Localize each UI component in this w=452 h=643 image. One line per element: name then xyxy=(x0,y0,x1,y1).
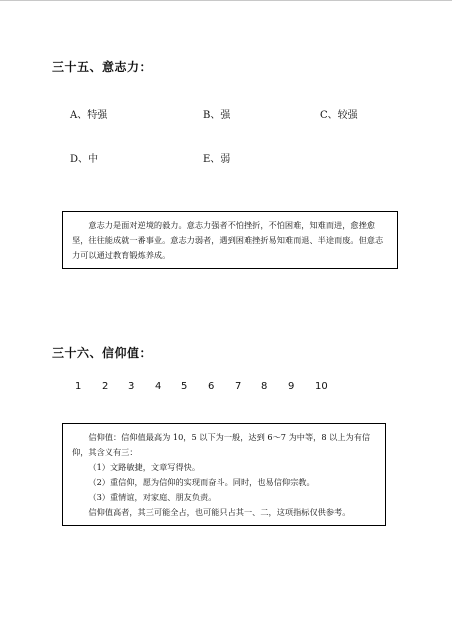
scale-value-9[interactable]: 9 xyxy=(288,381,295,392)
scale-value-5[interactable]: 5 xyxy=(181,381,188,392)
option-d[interactable]: D、中 xyxy=(70,154,99,165)
scale-value-3[interactable]: 3 xyxy=(128,381,135,392)
willpower-note-text: 意志力是面对逆境的毅力。意志力强者不怕挫折，不怕困难，知难而进，愈挫愈坚，往往能成就一番事业。意志力弱者，遇到困难挫折易知难而退、半途而废。但意志力可以通过教育锻炼养成。 xyxy=(72,220,384,260)
option-c[interactable]: C、较强 xyxy=(320,110,358,121)
section-36-heading: 三十六、信仰值： xyxy=(52,346,153,360)
scale-value-1[interactable]: 1 xyxy=(75,381,82,392)
scale-value-4[interactable]: 4 xyxy=(155,381,162,392)
page-top-border xyxy=(0,0,452,1)
scale-value-6[interactable]: 6 xyxy=(208,381,215,392)
option-b[interactable]: B、强 xyxy=(203,110,231,121)
belief-note-item-2: （2）重信仰，愿为信仰的实现而奋斗。同时，也易信仰宗教。 xyxy=(88,477,315,487)
belief-note-summary: 信仰值高者，其三可能全占，也可能只占其一、二，这项指标仅供参考。 xyxy=(88,507,351,517)
scale-value-8[interactable]: 8 xyxy=(261,381,268,392)
scale-value-7[interactable]: 7 xyxy=(235,381,242,392)
scale-value-10[interactable]: 10 xyxy=(315,381,328,392)
belief-note-item-1: （1）文路敏捷，文章写得快。 xyxy=(88,462,201,472)
option-e[interactable]: E、弱 xyxy=(203,154,231,165)
willpower-note-box xyxy=(62,211,398,269)
belief-note-intro: 信仰值：信仰值最高为 10，5 以下为一般，达到 6～7 为中等，8 以上为有信仰，其含义有三： xyxy=(72,432,371,457)
belief-note-box xyxy=(62,423,386,526)
scale-value-2[interactable]: 2 xyxy=(102,381,109,392)
section-35-heading: 三十五、意志力： xyxy=(52,60,153,74)
belief-note-item-3: （3）重情谊，对家庭、朋友负责。 xyxy=(88,492,217,502)
option-a[interactable]: A、特强 xyxy=(70,110,108,121)
